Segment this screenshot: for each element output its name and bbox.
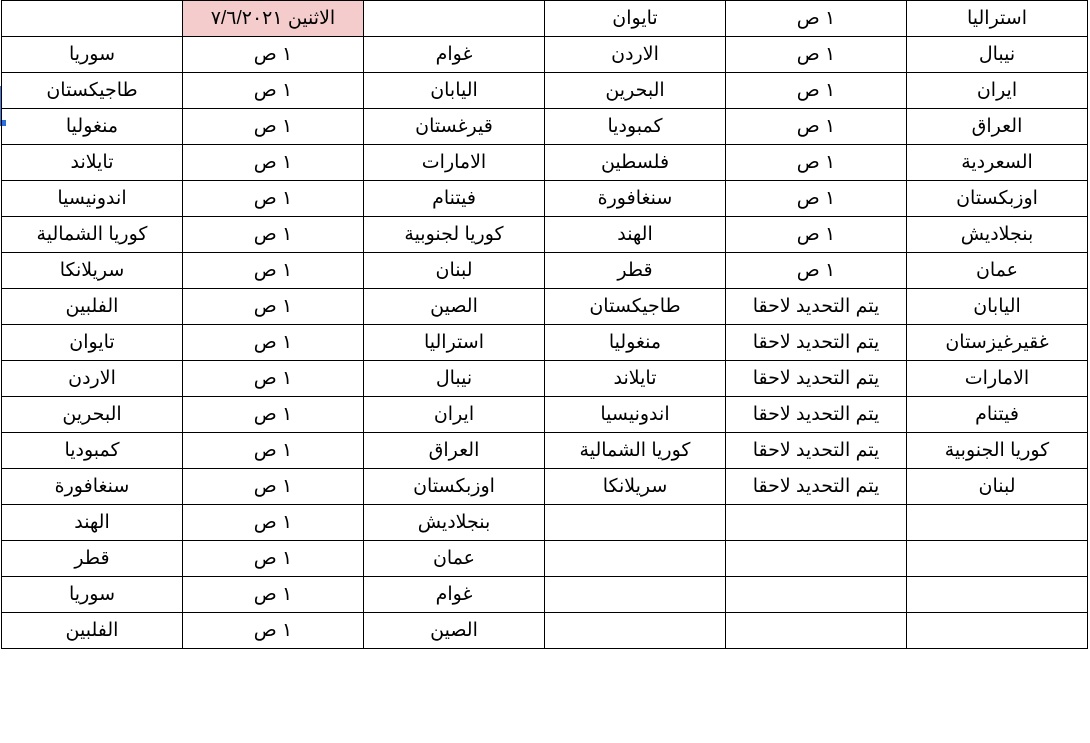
table-cell[interactable]: ١ ص <box>183 577 364 613</box>
table-cell[interactable]: ١ ص <box>726 109 907 145</box>
table-cell[interactable] <box>726 577 907 613</box>
table-cell[interactable]: فلسطين <box>545 145 726 181</box>
table-cell[interactable]: ١ ص <box>726 145 907 181</box>
table-cell[interactable]: لبنان <box>907 469 1088 505</box>
table-cell[interactable]: ١ ص <box>726 253 907 289</box>
table-row <box>2 145 1088 181</box>
table-cell[interactable]: كوريا لجنوبية <box>364 217 545 253</box>
table-cell[interactable] <box>2 1 183 37</box>
table-cell[interactable]: اليابان <box>907 289 1088 325</box>
table-cell[interactable]: سوريا <box>2 577 183 613</box>
table-cell[interactable]: فيتنام <box>907 397 1088 433</box>
table-row <box>2 541 1088 577</box>
table-cell[interactable]: غوام <box>364 37 545 73</box>
table-cell[interactable]: ١ ص <box>183 469 364 505</box>
table-cell[interactable]: فيتنام <box>364 181 545 217</box>
table-cell[interactable]: يتم التحديد لاحقا <box>726 469 907 505</box>
table-cell[interactable]: يتم التحديد لاحقا <box>726 289 907 325</box>
table-cell[interactable]: تايوان <box>545 1 726 37</box>
table-cell[interactable]: الفلبين <box>2 613 183 649</box>
table-cell[interactable]: قطر <box>2 541 183 577</box>
table-cell[interactable]: نيبال <box>364 361 545 397</box>
table-cell[interactable]: سريلانكا <box>545 469 726 505</box>
table-cell[interactable] <box>364 1 545 37</box>
table-cell[interactable]: ١ ص <box>183 73 364 109</box>
table-cell[interactable]: كوريا الشمالية <box>2 217 183 253</box>
table-cell[interactable]: يتم التحديد لاحقا <box>726 433 907 469</box>
date-header-cell[interactable]: الاثنين ٧/٦/٢٠٢١ <box>183 1 364 37</box>
table-cell[interactable] <box>545 541 726 577</box>
table-cell[interactable]: الهند <box>2 505 183 541</box>
table-cell[interactable] <box>907 541 1088 577</box>
table-cell[interactable]: كوريا الجنوبية <box>907 433 1088 469</box>
table-cell[interactable]: السعردية <box>907 145 1088 181</box>
table-cell[interactable]: البحرين <box>545 73 726 109</box>
table-cell[interactable]: ١ ص <box>183 505 364 541</box>
table-cell[interactable]: منغوليا <box>2 109 183 145</box>
table-cell[interactable]: سنغافورة <box>545 181 726 217</box>
table-cell[interactable]: عمان <box>907 253 1088 289</box>
table-cell[interactable] <box>545 577 726 613</box>
table-cell[interactable]: سوريا <box>2 37 183 73</box>
table-row <box>2 433 1088 469</box>
table-row <box>2 253 1088 289</box>
table-row <box>2 73 1088 109</box>
table-row <box>2 289 1088 325</box>
table-cell[interactable]: ١ ص <box>183 433 364 469</box>
table-cell[interactable]: ١ ص <box>183 397 364 433</box>
table-cell[interactable] <box>726 505 907 541</box>
table-row <box>2 181 1088 217</box>
table-cell[interactable]: قيرغستان <box>364 109 545 145</box>
table-row <box>2 325 1088 361</box>
table-row <box>2 1 1088 37</box>
table-cell[interactable]: العراق <box>364 433 545 469</box>
table-cell[interactable]: كمبوديا <box>545 109 726 145</box>
table-cell[interactable]: اليابان <box>364 73 545 109</box>
table-cell[interactable]: لبنان <box>364 253 545 289</box>
table-cell[interactable]: يتم التحديد لاحقا <box>726 361 907 397</box>
table-cell[interactable]: الاردن <box>545 37 726 73</box>
table-cell[interactable]: ١ ص <box>183 145 364 181</box>
table-cell[interactable]: قطر <box>545 253 726 289</box>
table-cell[interactable]: الهند <box>545 217 726 253</box>
table-cell[interactable] <box>907 505 1088 541</box>
table-row <box>2 613 1088 649</box>
table-cell[interactable]: ١ ص <box>726 181 907 217</box>
table-cell[interactable]: العراق <box>907 109 1088 145</box>
table-cell[interactable]: يتم التحديد لاحقا <box>726 325 907 361</box>
table-cell[interactable] <box>545 505 726 541</box>
table-cell[interactable]: البحرين <box>2 397 183 433</box>
table-cell[interactable]: اوزبكستان <box>364 469 545 505</box>
table-cell[interactable]: بنجلاديش <box>364 505 545 541</box>
table-row <box>2 361 1088 397</box>
table-cell[interactable]: تايلاند <box>2 145 183 181</box>
table-cell[interactable]: سريلانكا <box>2 253 183 289</box>
table-cell[interactable] <box>726 613 907 649</box>
table-cell[interactable]: ١ ص <box>183 37 364 73</box>
table-cell[interactable]: ١ ص <box>726 1 907 37</box>
table-cell[interactable]: كمبوديا <box>2 433 183 469</box>
table-cell[interactable]: استراليا <box>907 1 1088 37</box>
table-cell[interactable]: الصين <box>364 613 545 649</box>
table-cell[interactable]: ١ ص <box>183 217 364 253</box>
table-cell[interactable]: ١ ص <box>183 361 364 397</box>
table-cell[interactable]: تايلاند <box>545 361 726 397</box>
table-cell[interactable]: ١ ص <box>183 541 364 577</box>
table-cell[interactable]: سنغافورة <box>2 469 183 505</box>
table-cell[interactable]: ١ ص <box>183 181 364 217</box>
table-row <box>2 217 1088 253</box>
table-cell[interactable]: نيبال <box>907 37 1088 73</box>
table-cell[interactable]: ١ ص <box>183 289 364 325</box>
table-cell[interactable]: ١ ص <box>183 325 364 361</box>
table-cell[interactable]: ١ ص <box>183 109 364 145</box>
table-cell[interactable]: ايران <box>364 397 545 433</box>
table-cell[interactable]: كوريا الشمالية <box>545 433 726 469</box>
table-cell[interactable]: الفلبين <box>2 289 183 325</box>
table-cell[interactable]: اندونيسيا <box>545 397 726 433</box>
table-cell[interactable] <box>545 613 726 649</box>
table-cell[interactable] <box>726 541 907 577</box>
table-cell[interactable]: ١ ص <box>726 37 907 73</box>
table-cell[interactable]: ١ ص <box>726 217 907 253</box>
table-row <box>2 505 1088 541</box>
schedule-table <box>1 0 1088 649</box>
table-row <box>2 577 1088 613</box>
table-cell[interactable]: غقيرغيزستان <box>907 325 1088 361</box>
table-cell[interactable]: الصين <box>364 289 545 325</box>
table-cell[interactable]: بنجلاديش <box>907 217 1088 253</box>
table-cell[interactable]: الامارات <box>364 145 545 181</box>
table-cell[interactable]: تايوان <box>2 325 183 361</box>
table-cell[interactable]: استراليا <box>364 325 545 361</box>
table-cell[interactable]: الامارات <box>907 361 1088 397</box>
table-cell[interactable]: اوزبكستان <box>907 181 1088 217</box>
table-cell[interactable]: الاردن <box>2 361 183 397</box>
table-row <box>2 397 1088 433</box>
table-cell[interactable]: ١ ص <box>726 73 907 109</box>
table-cell[interactable]: منغوليا <box>545 325 726 361</box>
table-cell[interactable]: ١ ص <box>183 613 364 649</box>
table-row <box>2 37 1088 73</box>
table-body <box>2 1 1088 649</box>
table-cell[interactable]: ١ ص <box>183 253 364 289</box>
table-cell[interactable]: طاجيكستان <box>2 73 183 109</box>
table-cell[interactable]: ايران <box>907 73 1088 109</box>
table-cell[interactable]: اندونيسيا <box>2 181 183 217</box>
table-row <box>2 109 1088 145</box>
table-cell[interactable]: غوام <box>364 577 545 613</box>
table-cell[interactable] <box>907 577 1088 613</box>
table-row <box>2 469 1088 505</box>
table-cell[interactable]: يتم التحديد لاحقا <box>726 397 907 433</box>
table-cell[interactable]: عمان <box>364 541 545 577</box>
table-cell[interactable] <box>907 613 1088 649</box>
table-cell[interactable]: طاجيكستان <box>545 289 726 325</box>
